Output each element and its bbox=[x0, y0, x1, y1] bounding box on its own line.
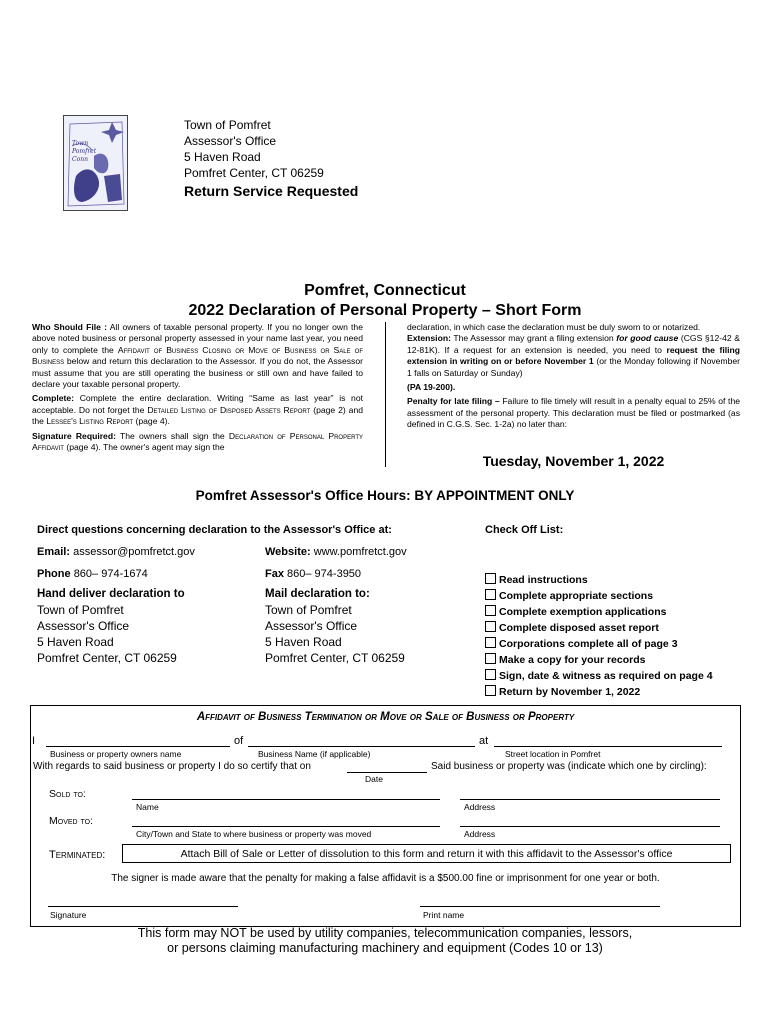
footer-note bbox=[0, 926, 770, 956]
date-caption: Date bbox=[365, 774, 383, 784]
date-field[interactable] bbox=[347, 772, 427, 773]
false-affidavit-penalty: The signer is made aware that the penalty for making a false affidavit is a $500.00 fine or imprisonment for one year or both. bbox=[111, 873, 660, 884]
seal-text-1: Town bbox=[72, 140, 89, 147]
sold-to-address-field[interactable] bbox=[460, 799, 720, 800]
mail-line: 5 Haven Road bbox=[265, 635, 342, 649]
checkbox[interactable] bbox=[485, 573, 496, 584]
hand-line: Assessor's Office bbox=[37, 619, 130, 633]
of-label: of bbox=[234, 735, 244, 747]
address-caption: Address bbox=[464, 802, 496, 812]
checklist-title: Check Off List: bbox=[485, 524, 564, 536]
email-link[interactable]: assessor@pomfretct.gov bbox=[73, 546, 195, 558]
office-hours: Pomfret Assessor's Office Hours: BY APPOINTMENT ONLY bbox=[195, 488, 575, 503]
owner-name-field[interactable] bbox=[46, 746, 230, 747]
street-location-caption: Street location in Pomfret bbox=[505, 749, 601, 759]
fax-row: Fax 860– 974-3950 bbox=[265, 568, 362, 580]
sold-to-name-field[interactable] bbox=[132, 799, 440, 800]
signature-required: Signature Required: The owners shall sign the Declaration of Personal Property Affidavit (page 4). The owner's agent may sign the bbox=[32, 430, 363, 453]
email-row: Email: assessor@pomfretct.gov bbox=[37, 546, 195, 558]
title-line-2: 2022 Declaration of Personal Property – Short Form bbox=[188, 302, 582, 319]
checklist-item[interactable]: Complete disposed asset report bbox=[485, 620, 713, 636]
checklist-item[interactable]: Sign, date & witness as required on page 4 bbox=[485, 668, 713, 684]
address-line-3: 5 Haven Road bbox=[184, 150, 261, 164]
mail-title: Mail declaration to: bbox=[265, 588, 370, 600]
checklist-item[interactable]: Read instructions bbox=[485, 572, 713, 588]
city-state-caption: City/Town and State to where business or property was moved bbox=[136, 829, 372, 839]
pa-reference: (PA 19-200). bbox=[407, 382, 456, 393]
checkbox[interactable] bbox=[485, 637, 496, 648]
page-title bbox=[0, 281, 770, 321]
affidavit-title: Affidavit of Business Termination or Move or Sale of Business or Property bbox=[196, 711, 575, 723]
mail-block bbox=[265, 586, 405, 666]
checkbox[interactable] bbox=[485, 621, 496, 632]
attach-note: Attach Bill of Sale or Letter of dissolution to this form and return it with this affidavit to the Assessor's office bbox=[180, 848, 673, 860]
signature-field[interactable] bbox=[48, 906, 238, 907]
website-row: Website: www.pomfretct.gov bbox=[265, 546, 407, 558]
checklist bbox=[485, 572, 713, 700]
return-address bbox=[184, 117, 358, 201]
street-location-field[interactable] bbox=[494, 746, 722, 747]
who-should-file: Who Should File : All owners of taxable personal property. If you no longer own the above noted business or personal property assessed in your name last year, you need only to complete the Affidavit of Business Closing or Move of Business or Sale of Business below and return this declaration to the Assessor. If you do not, the Assessor must assume that you are still operating the business or still own and have failed to declare your taxable personal property. bbox=[32, 322, 363, 390]
name-caption: Name bbox=[136, 802, 159, 812]
sold-to-label: Sold to: bbox=[49, 788, 86, 800]
due-date: Tuesday, November 1, 2022 bbox=[482, 453, 665, 469]
phone-row: Phone 860– 974-1674 bbox=[37, 568, 148, 580]
seal-text-2: Pomfret bbox=[72, 148, 97, 155]
terminated-label: Terminated: bbox=[49, 849, 106, 861]
return-service-requested: Return Service Requested bbox=[184, 183, 359, 199]
website-link[interactable]: www.pomfretct.gov bbox=[313, 546, 407, 558]
hand-line: Town of Pomfret bbox=[37, 603, 124, 617]
mail-line: Pomfret Center, CT 06259 bbox=[265, 651, 405, 665]
title-line-1: Pomfret, Connecticut bbox=[304, 282, 466, 299]
hand-line: 5 Haven Road bbox=[37, 635, 114, 649]
right-column bbox=[407, 322, 740, 431]
affidavit-box bbox=[30, 705, 741, 927]
footer-line-1: This form may NOT be used by utility companies, telecommunication companies, lessors, bbox=[137, 926, 633, 940]
address-line-2: Assessor's Office bbox=[184, 134, 277, 148]
checklist-item[interactable]: Corporations complete all of page 3 bbox=[485, 636, 713, 652]
checkbox[interactable] bbox=[485, 653, 496, 664]
checkbox[interactable] bbox=[485, 589, 496, 600]
said-business-text: Said business or property was (indicate which one by circling): bbox=[431, 761, 707, 772]
owner-name-caption: Business or property owners name bbox=[50, 749, 182, 759]
town-seal-logo bbox=[63, 115, 128, 211]
address-line-1: Town of Pomfret bbox=[184, 118, 271, 132]
at-label: at bbox=[479, 735, 489, 747]
notarized-note: declaration, in which case the declaration must be duly sworn to or notarized. bbox=[407, 322, 701, 332]
footer-line-2: or persons claiming manufacturing machinery and equipment (Codes 10 or 13) bbox=[167, 941, 603, 955]
checklist-item[interactable]: Complete appropriate sections bbox=[485, 588, 713, 604]
moved-to-address-field[interactable] bbox=[460, 826, 720, 827]
mail-line: Assessor's Office bbox=[265, 619, 358, 633]
checkbox[interactable] bbox=[485, 669, 496, 680]
late-filing-penalty: Penalty for late filing – Failure to file timely will result in a penalty equal to 25% of the assessment of the personal property. This declaration must be filed or postmarked (as defined in C.G.S. Sec. 1-2a) no later than: bbox=[407, 396, 741, 430]
business-name-field[interactable] bbox=[248, 746, 475, 747]
checklist-item[interactable]: Make a copy for your records bbox=[485, 652, 713, 668]
left-column bbox=[32, 322, 363, 453]
direct-questions: Direct questions concerning declaration to the Assessor's Office at: bbox=[37, 524, 392, 536]
seal-text-3: Conn bbox=[72, 156, 88, 163]
checklist-item[interactable]: Return by November 1, 2022 bbox=[485, 684, 713, 700]
checkbox[interactable] bbox=[485, 605, 496, 616]
extension-info: Extension: The Assessor may grant a filing extension for good cause (CGS §12-42 & 12-81K). If a request for an extension is needed, you need to request the filing extension in writing on or before November 1 (or the Monday following if November 1 falls on Saturday or Sunday) bbox=[407, 333, 741, 378]
business-name-caption: Business Name (if applicable) bbox=[258, 749, 371, 759]
print-name-field[interactable] bbox=[420, 906, 660, 907]
mail-line: Town of Pomfret bbox=[265, 603, 352, 617]
signature-caption: Signature bbox=[50, 910, 87, 920]
checkbox[interactable] bbox=[485, 685, 496, 696]
checklist-item[interactable]: Complete exemption applications bbox=[485, 604, 713, 620]
column-divider bbox=[385, 322, 386, 467]
hand-line: Pomfret Center, CT 06259 bbox=[37, 651, 177, 665]
i-label: I bbox=[32, 735, 36, 747]
address-line-4: Pomfret Center, CT 06259 bbox=[184, 166, 324, 180]
moved-to-label: Moved to: bbox=[49, 815, 94, 827]
address-caption-2: Address bbox=[464, 829, 496, 839]
print-name-caption: Print name bbox=[423, 910, 465, 920]
hand-deliver-block bbox=[37, 586, 185, 666]
complete-instructions: Complete: Complete the entire declaration. Writing “Same as last year” is not acceptable. Do not forget the Detailed Listing of Disposed Assets Report (page 2) and the Lessee's Listing Report (page 4). bbox=[32, 393, 364, 427]
certify-text: With regards to said business or property I do so certify that on bbox=[33, 761, 311, 772]
moved-to-city-field[interactable] bbox=[132, 826, 440, 827]
hand-deliver-title: Hand deliver declaration to bbox=[37, 588, 185, 600]
